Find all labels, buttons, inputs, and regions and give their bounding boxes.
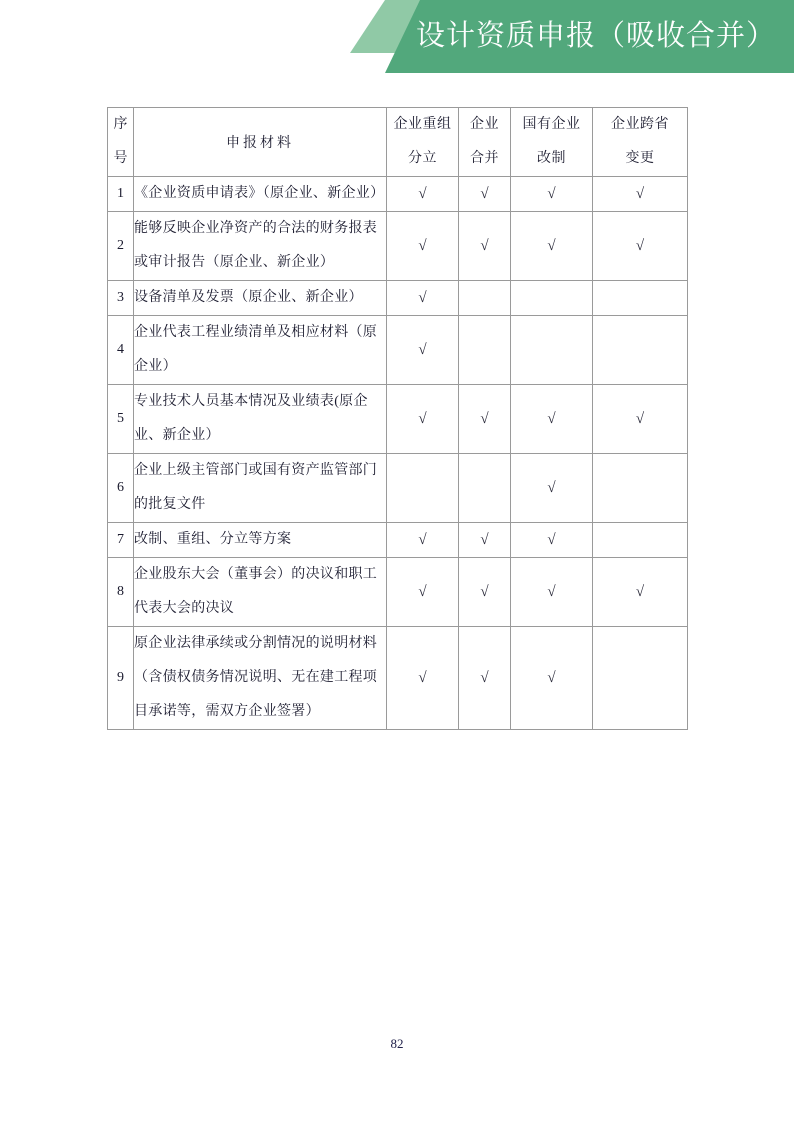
column-header-cross-province bbox=[593, 108, 688, 177]
row-material: 能够反映企业净资产的合法的财务报表或审计报告（原企业、新企业） bbox=[134, 212, 387, 281]
column-header-index-line2: 号 bbox=[113, 151, 128, 166]
table-row bbox=[108, 281, 688, 316]
cell-cross-province bbox=[593, 627, 688, 730]
column-header-index bbox=[108, 108, 134, 177]
cell-cross-province bbox=[593, 281, 688, 316]
materials-table-wrapper bbox=[107, 107, 687, 730]
cell-merger: √ bbox=[459, 627, 511, 730]
cell-merger bbox=[459, 454, 511, 523]
cell-merger bbox=[459, 316, 511, 385]
cell-cross-province: √ bbox=[593, 212, 688, 281]
cell-soe-reform: √ bbox=[511, 627, 593, 730]
column-header-cross-province-line2: 变更 bbox=[625, 151, 655, 166]
column-header-restructure-split-line2: 分立 bbox=[408, 151, 437, 166]
row-index: 9 bbox=[108, 627, 134, 730]
row-material: 原企业法律承续或分割情况的说明材料（含债权债务情况说明、无在建工程项目承诺等，需双方企业签署） bbox=[134, 627, 387, 730]
cell-cross-province bbox=[593, 454, 688, 523]
cell-restructure-split: √ bbox=[387, 523, 459, 558]
row-material: 企业代表工程业绩清单及相应材料（原企业） bbox=[134, 316, 387, 385]
row-index: 4 bbox=[108, 316, 134, 385]
column-header-soe-reform-line2: 改制 bbox=[537, 151, 566, 166]
cell-restructure-split: √ bbox=[387, 281, 459, 316]
cell-cross-province bbox=[593, 316, 688, 385]
cell-restructure-split: √ bbox=[387, 385, 459, 454]
cell-cross-province: √ bbox=[593, 385, 688, 454]
row-index: 8 bbox=[108, 558, 134, 627]
table-body bbox=[108, 177, 688, 730]
column-header-cross-province-line1: 企业跨省 bbox=[611, 117, 669, 132]
column-header-index-line1: 序 bbox=[113, 117, 128, 132]
cell-cross-province: √ bbox=[593, 177, 688, 212]
column-header-merger-line2: 合并 bbox=[470, 151, 499, 166]
row-material: 专业技术人员基本情况及业绩表(原企业、新企业） bbox=[134, 385, 387, 454]
column-header-restructure-split-line1: 企业重组 bbox=[393, 117, 452, 132]
cell-soe-reform: √ bbox=[511, 385, 593, 454]
page-header-banner bbox=[0, 0, 794, 90]
cell-restructure-split: √ bbox=[387, 316, 459, 385]
row-index: 7 bbox=[108, 523, 134, 558]
cell-merger: √ bbox=[459, 177, 511, 212]
row-index: 5 bbox=[108, 385, 134, 454]
column-header-merger bbox=[459, 108, 511, 177]
page-title: 设计资质申报（吸收合并） bbox=[415, 20, 776, 52]
column-header-soe-reform bbox=[511, 108, 593, 177]
table-row bbox=[108, 212, 688, 281]
column-header-soe-reform-line1: 国有企业 bbox=[522, 117, 581, 132]
cell-restructure-split: √ bbox=[387, 212, 459, 281]
column-header-material-label: 申报材料 bbox=[226, 136, 294, 151]
table-row bbox=[108, 454, 688, 523]
table-row bbox=[108, 558, 688, 627]
row-material: 企业上级主管部门或国有资产监管部门的批复文件 bbox=[134, 454, 387, 523]
cell-cross-province bbox=[593, 523, 688, 558]
cell-soe-reform: √ bbox=[511, 523, 593, 558]
row-index: 3 bbox=[108, 281, 134, 316]
table-row bbox=[108, 177, 688, 212]
cell-soe-reform: √ bbox=[511, 454, 593, 523]
table-row bbox=[108, 627, 688, 730]
cell-soe-reform: √ bbox=[511, 177, 593, 212]
cell-merger: √ bbox=[459, 385, 511, 454]
row-material: 企业股东大会（董事会）的决议和职工代表大会的决议 bbox=[134, 558, 387, 627]
row-material: 设备清单及发票（原企业、新企业） bbox=[134, 281, 387, 316]
row-index: 6 bbox=[108, 454, 134, 523]
cell-cross-province: √ bbox=[593, 558, 688, 627]
cell-soe-reform: √ bbox=[511, 212, 593, 281]
table-header-row bbox=[108, 108, 688, 177]
column-header-merger-line1: 企业 bbox=[470, 117, 499, 132]
cell-soe-reform bbox=[511, 316, 593, 385]
row-material: 《企业资质申请表》（原企业、新企业） bbox=[134, 177, 387, 212]
table-row bbox=[108, 523, 688, 558]
cell-soe-reform bbox=[511, 281, 593, 316]
table-row bbox=[108, 385, 688, 454]
row-index: 1 bbox=[108, 177, 134, 212]
row-material: 改制、重组、分立等方案 bbox=[134, 523, 387, 558]
cell-restructure-split: √ bbox=[387, 558, 459, 627]
cell-merger: √ bbox=[459, 558, 511, 627]
column-header-restructure-split bbox=[387, 108, 459, 177]
materials-table bbox=[107, 107, 688, 730]
table-row bbox=[108, 316, 688, 385]
cell-restructure-split bbox=[387, 454, 459, 523]
column-header-material bbox=[134, 108, 387, 177]
page-number: 82 bbox=[390, 1036, 404, 1051]
cell-merger: √ bbox=[459, 212, 511, 281]
cell-merger: √ bbox=[459, 523, 511, 558]
row-index: 2 bbox=[108, 212, 134, 281]
cell-restructure-split: √ bbox=[387, 627, 459, 730]
cell-soe-reform: √ bbox=[511, 558, 593, 627]
cell-merger bbox=[459, 281, 511, 316]
cell-restructure-split: √ bbox=[387, 177, 459, 212]
